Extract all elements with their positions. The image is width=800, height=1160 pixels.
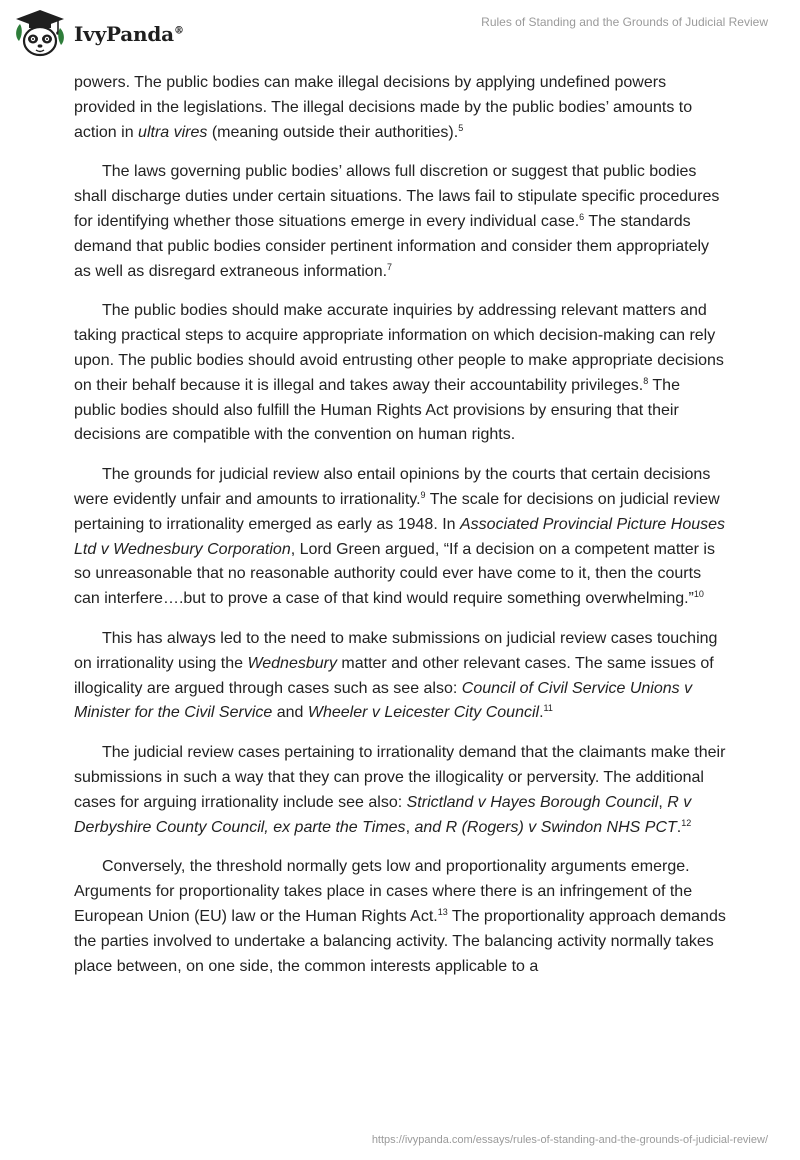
paragraph: The public bodies should make accurate inquiries by addressing relevant matters and taking practical steps to acquire appropriate information on which decision-making can rely upon. The public bodies should avoid entrusting other people to make appropriate decisions on their behalf because it is illegal and takes away their accountability privileges.$^8$ The public bodies should also fulfill the Human Rights Act provisions by ensuring that their decisions are compatible with the convention on human rights. [74, 302, 724, 444]
source-url[interactable]: https://ivypanda.com/essays/rules-of-standing-and-the-grounds-of-judicial-review/ [371, 1134, 768, 1146]
ivypanda-logo[interactable] [14, 8, 184, 58]
footnote-ref[interactable]: 9 [420, 489, 426, 500]
footnote-ref[interactable]: 10 [693, 589, 704, 600]
paragraph: This has always led to the need to make submissions on judicial review cases touching on irrationality using the Wednesbury matter and other relevant cases. The same issues of illogicality are argued through cases such as see also: Council of Civil Service Unions v Minister for the Civil Service and Wheeler v Leicester City Council.$^{11}$ [74, 629, 718, 722]
footnote-ref[interactable]: 8 [643, 375, 649, 386]
footnote-ref[interactable]: 13 [437, 906, 448, 917]
brand-name: IvyPanda® [74, 22, 184, 46]
footnote-ref[interactable]: 6 [579, 211, 585, 222]
paragraph: The grounds for judicial review also entail opinions by the courts that certain decisions were evidently unfair and amounts to irrationality.$^9$ The scale for decisions on judicial review pertaining to irrationality emerged as early as 1948. In Associated Provincial Picture Houses Ltd v Wednesbury Corporation, Lord Green argued, “If a decision on a competent matter is so unreasonable that no reasonable authority could ever have come to it, then the courts can interfere….but to prove a case of that kind would require something overwhelming.”$^{10}$ [74, 466, 726, 608]
document-title: Rules of Standing and the Grounds of Judicial Review [481, 15, 768, 29]
footnote-ref[interactable]: 5 [458, 122, 464, 133]
paragraph: Conversely, the threshold normally gets low and proportionality arguments emerge. Arguments for proportionality takes place in cases where there is an infringement of the European Union (EU) law or the Human Rights Act.$^{13}$ The proportionality approach demands the parties involved to undertake a balancing activity. The balancing activity normally takes place between, on one side, the common interests applicable to a [74, 858, 726, 975]
paragraph: The laws governing public bodies’ allows full discretion or suggest that public bodies shall discharge duties under certain situations. The laws fail to stipulate specific procedures for identifying whether those situations emerge in every individual case.$^6$ The standards demand that public bodies consider pertinent information and consider them appropriately as well as disregard extraneous information.$^7$ [74, 163, 720, 280]
panda-graduate-icon [14, 8, 66, 58]
page-header [0, 0, 800, 64]
paragraph: powers. The public bodies can make illegal decisions by applying undefined powers provided in the legislations. The illegal decisions made by the public bodies’ amounts to action in ultra vires (meaning outside their authorities).$^5$ [74, 74, 693, 141]
paragraph: The judicial review cases pertaining to irrationality demand that the claimants make their submissions in such a way that they can prove the illogicality or perversity. The additional cases for arguing irrationality include see also: Strictland v Hayes Borough Council, R v Derbyshire County Council, ex parte the Times, and R (Rogers) v Swindon NHS PCT.$^{12}$ [74, 744, 726, 836]
essay-body [74, 71, 726, 994]
footnote-ref[interactable]: 7 [387, 261, 393, 272]
footnote-ref[interactable]: 11 [543, 703, 553, 714]
footnote-ref[interactable]: 12 [681, 817, 692, 828]
